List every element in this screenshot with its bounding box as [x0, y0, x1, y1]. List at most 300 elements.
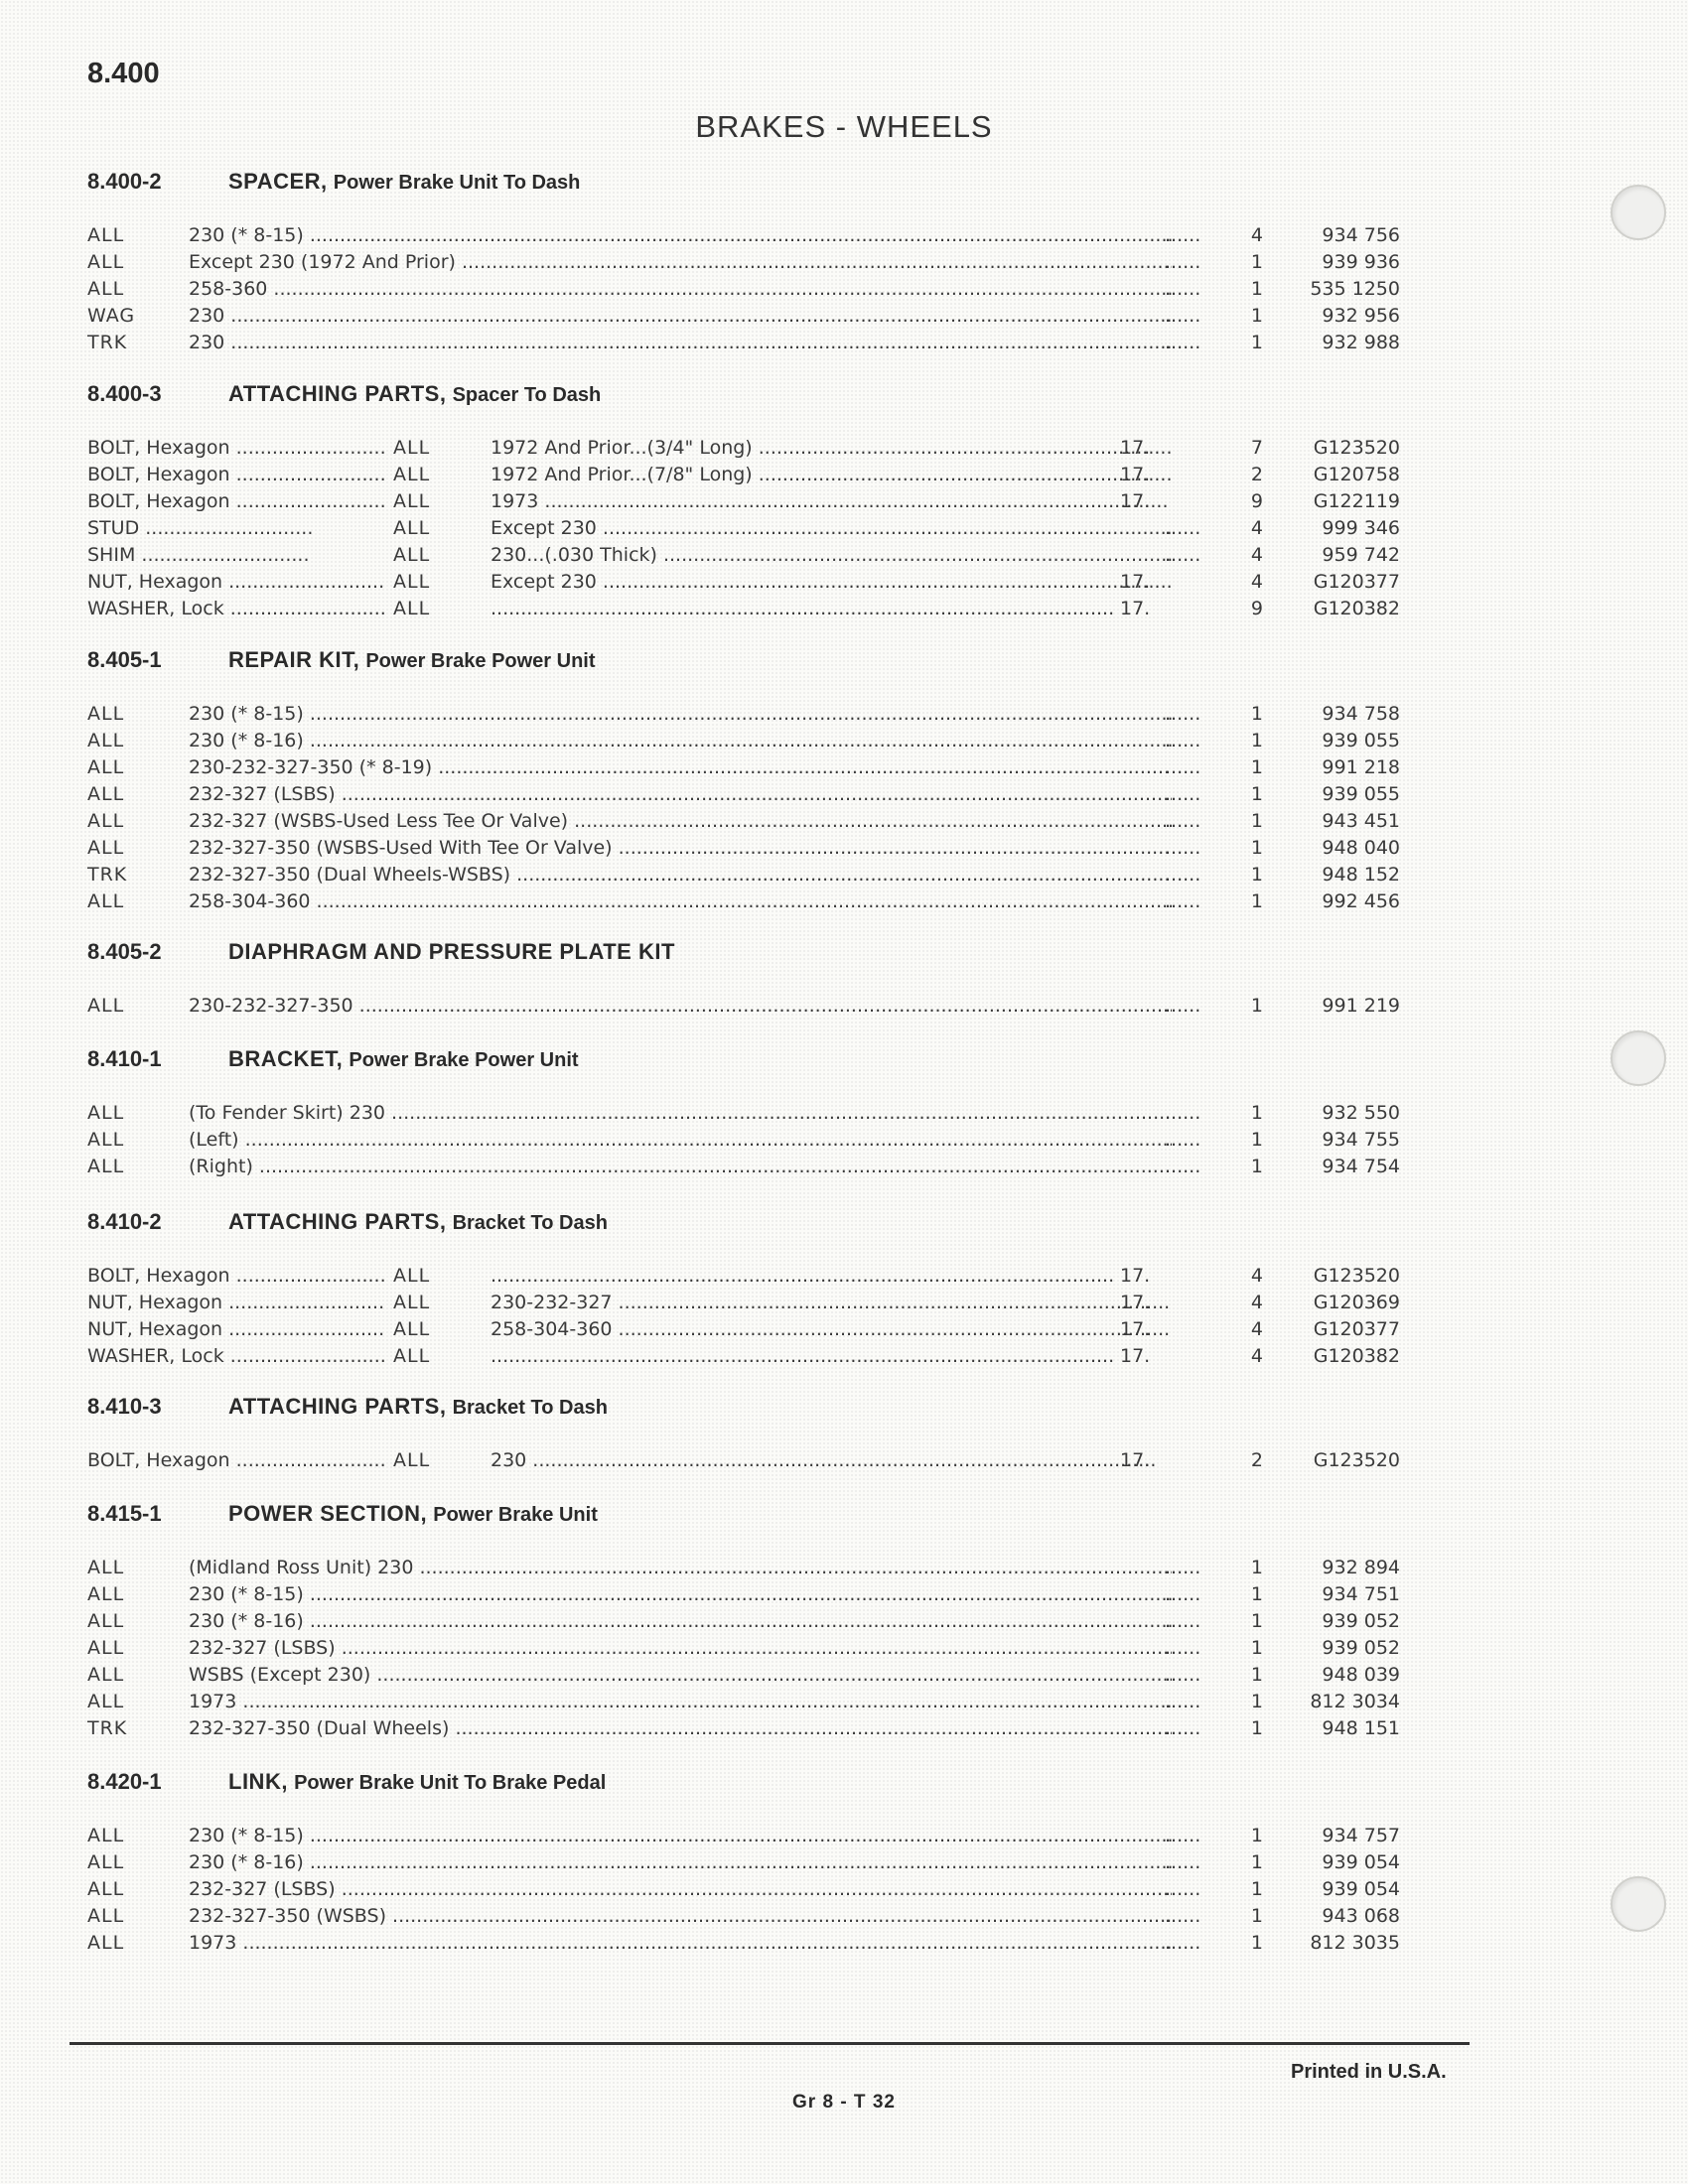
- table-row: [87, 1851, 1557, 1878]
- group-dots: ......: [1165, 1557, 1201, 1578]
- parts-rows: [87, 437, 1557, 624]
- part-number: 991 218: [1322, 756, 1400, 778]
- parts-rows: [87, 1825, 1557, 1959]
- part-description: Except 230 .....: [491, 517, 1172, 539]
- table-row: [87, 437, 1557, 464]
- table-row: [87, 995, 1557, 1022]
- part-description: 230 (* 8-16) .....: [189, 1610, 1172, 1632]
- binder-hole-bottom: [1611, 1876, 1666, 1932]
- quantity: 2: [1250, 1449, 1263, 1471]
- section-code: 8.410-2: [87, 1209, 162, 1234]
- group-dots: ......: [1165, 890, 1201, 912]
- table-row: [87, 783, 1557, 810]
- group-dots: ......: [1165, 1637, 1201, 1659]
- model-code: TRK: [87, 864, 128, 886]
- part-number: G120377: [1313, 571, 1400, 593]
- part-number: 934 751: [1322, 1583, 1400, 1605]
- part-number: 943 068: [1322, 1905, 1400, 1927]
- part-number: 948 151: [1322, 1717, 1400, 1739]
- table-row: [87, 1825, 1557, 1851]
- table-row: [87, 1664, 1557, 1691]
- part-number: 934 756: [1322, 224, 1400, 246]
- part-description: 232-327-350 (Dual Wheels-WSBS) .....: [189, 864, 1172, 886]
- model-code: ALL: [87, 1878, 125, 1900]
- model-code: ALL: [393, 1318, 431, 1340]
- group-dots: ......: [1165, 1129, 1201, 1151]
- part-description: Except 230 (1972 And Prior) .....: [189, 251, 1172, 273]
- table-row: [87, 517, 1557, 544]
- section-heading: [87, 647, 1557, 689]
- printed-in-label: Printed in U.S.A.: [1291, 2061, 1447, 2083]
- table-row: [87, 1610, 1557, 1637]
- section-8-410-1: [87, 1046, 1557, 1182]
- table-row: [87, 1637, 1557, 1664]
- model-code: ALL: [87, 837, 125, 859]
- model-code: ALL: [87, 995, 125, 1017]
- table-row: [87, 810, 1557, 837]
- section-subtitle: Bracket To Dash: [452, 1397, 608, 1419]
- group-dots: ......: [1165, 756, 1201, 778]
- group-dots: ......: [1165, 1905, 1201, 1927]
- table-row: [87, 1156, 1557, 1182]
- group-dots: ......: [1165, 1102, 1201, 1124]
- quantity: 1: [1250, 1102, 1263, 1124]
- model-code: ALL: [87, 1557, 125, 1578]
- part-number: 934 755: [1322, 1129, 1400, 1151]
- part-description: 258-360 .....: [189, 278, 1172, 300]
- group-ref: 17.: [1120, 464, 1151, 485]
- model-code: ALL: [393, 1449, 431, 1471]
- group-dots: ......: [1165, 1717, 1201, 1739]
- part-name: BOLT, Hexagon .....: [87, 464, 385, 485]
- quantity: 1: [1250, 756, 1263, 778]
- quantity: 1: [1250, 730, 1263, 751]
- model-code: ALL: [87, 730, 125, 751]
- parts-rows: [87, 224, 1557, 358]
- model-code: ALL: [393, 571, 431, 593]
- table-row: [87, 756, 1557, 783]
- section-subtitle: Power Brake Power Unit: [349, 1049, 579, 1071]
- part-number: G120382: [1313, 1345, 1400, 1367]
- parts-rows: [87, 703, 1557, 917]
- table-row: [87, 1102, 1557, 1129]
- part-number: G120758: [1313, 464, 1400, 485]
- part-description: 230 (* 8-15) .....: [189, 703, 1172, 725]
- part-number: 812 3035: [1310, 1932, 1400, 1954]
- group-dots: ......: [1165, 224, 1201, 246]
- section-title: POWER SECTION,: [228, 1501, 428, 1526]
- group-dots: ......: [1165, 995, 1201, 1017]
- part-number: 943 451: [1322, 810, 1400, 832]
- part-description: 230...(.030 Thick) .....: [491, 544, 1172, 566]
- part-description: 230 (* 8-16) .....: [189, 730, 1172, 751]
- part-number: 939 055: [1322, 783, 1400, 805]
- part-name: STUD .....: [87, 517, 385, 539]
- group-dots: ......: [1165, 332, 1201, 353]
- table-row: [87, 730, 1557, 756]
- quantity: 1: [1250, 251, 1263, 273]
- part-number: 939 054: [1322, 1878, 1400, 1900]
- quantity: 4: [1250, 1265, 1263, 1287]
- group-dots: ......: [1165, 544, 1201, 566]
- group-dots: ......: [1165, 810, 1201, 832]
- part-name: BOLT, Hexagon .....: [87, 1449, 385, 1471]
- table-row: [87, 890, 1557, 917]
- binder-hole-top: [1611, 185, 1666, 240]
- section-8-410-3: [87, 1394, 1557, 1476]
- quantity: 2: [1250, 464, 1263, 485]
- part-description: 1973 .....: [491, 490, 1172, 512]
- section-heading: [87, 1769, 1557, 1811]
- footer-reference: Gr 8 - T 32: [792, 2092, 896, 2113]
- quantity: 4: [1250, 544, 1263, 566]
- group-ref: 17.: [1120, 490, 1151, 512]
- section-heading: [87, 939, 1557, 981]
- group-dots: ......: [1165, 1610, 1201, 1632]
- quantity: 4: [1250, 517, 1263, 539]
- part-description: (To Fender Skirt) 230 .....: [189, 1102, 1172, 1124]
- part-number: 999 346: [1322, 517, 1400, 539]
- part-name: WASHER, Lock .....: [87, 1345, 385, 1367]
- table-row: [87, 1905, 1557, 1932]
- group-dots: ......: [1165, 305, 1201, 327]
- part-description: 230-232-327 .....: [491, 1292, 1172, 1313]
- group-dots: ......: [1165, 251, 1201, 273]
- part-description: 1973 .....: [189, 1932, 1172, 1954]
- quantity: 1: [1250, 1878, 1263, 1900]
- part-number: G123520: [1313, 437, 1400, 459]
- table-row: [87, 332, 1557, 358]
- quantity: 4: [1250, 571, 1263, 593]
- group-ref: 17.: [1120, 1292, 1151, 1313]
- table-row: [87, 1878, 1557, 1905]
- parts-rows: [87, 1102, 1557, 1182]
- part-description: 1972 And Prior...(3/4" Long) .....: [491, 437, 1172, 459]
- model-code: ALL: [87, 1851, 125, 1873]
- quantity: 1: [1250, 1557, 1263, 1578]
- section-subtitle: Power Brake Unit To Brake Pedal: [294, 1772, 607, 1794]
- part-description: 230 (* 8-15) .....: [189, 224, 1172, 246]
- table-row: [87, 1292, 1557, 1318]
- quantity: 1: [1250, 1825, 1263, 1846]
- section-heading: [87, 381, 1557, 423]
- table-row: [87, 864, 1557, 890]
- part-number: G120382: [1313, 598, 1400, 619]
- part-number: 932 988: [1322, 332, 1400, 353]
- group-ref: 17.: [1120, 1265, 1151, 1287]
- part-description: 232-327 (LSBS) .....: [189, 783, 1172, 805]
- model-code: ALL: [87, 1664, 125, 1686]
- model-code: ALL: [87, 1905, 125, 1927]
- part-number: 535 1250: [1310, 278, 1400, 300]
- table-row: [87, 703, 1557, 730]
- quantity: 4: [1250, 224, 1263, 246]
- quantity: 1: [1250, 1717, 1263, 1739]
- quantity: 1: [1250, 1905, 1263, 1927]
- part-name: SHIM .....: [87, 544, 385, 566]
- section-code: 8.405-2: [87, 939, 162, 964]
- model-code: ALL: [87, 251, 125, 273]
- section-code: 8.400-2: [87, 169, 162, 194]
- binder-hole-middle: [1611, 1030, 1666, 1086]
- part-number: 992 456: [1322, 890, 1400, 912]
- part-number: 991 219: [1322, 995, 1400, 1017]
- part-number: 939 936: [1322, 251, 1400, 273]
- section-title: LINK,: [228, 1769, 288, 1794]
- table-row: [87, 1449, 1557, 1476]
- table-row: [87, 837, 1557, 864]
- quantity: 1: [1250, 1129, 1263, 1151]
- section-heading: [87, 1501, 1557, 1543]
- section-title: ATTACHING PARTS,: [228, 381, 447, 406]
- quantity: 1: [1250, 890, 1263, 912]
- group-ref: 17.: [1120, 571, 1151, 593]
- section-8-405-2: [87, 939, 1557, 1022]
- part-name: NUT, Hexagon .....: [87, 1318, 385, 1340]
- section-title: REPAIR KIT,: [228, 647, 360, 672]
- part-description: 1972 And Prior...(7/8" Long) .....: [491, 464, 1172, 485]
- part-number: 934 758: [1322, 703, 1400, 725]
- model-code: ALL: [87, 224, 125, 246]
- quantity: 1: [1250, 703, 1263, 725]
- section-heading: [87, 169, 1557, 210]
- model-code: ALL: [393, 490, 431, 512]
- group-dots: ......: [1165, 783, 1201, 805]
- section-subtitle: Spacer To Dash: [452, 384, 602, 406]
- part-number: 948 040: [1322, 837, 1400, 859]
- part-description: [491, 1345, 1172, 1367]
- model-code: ALL: [87, 1129, 125, 1151]
- group-dots: ......: [1165, 1825, 1201, 1846]
- part-description: 232-327-350 (WSBS) .....: [189, 1905, 1172, 1927]
- part-number: 939 054: [1322, 1851, 1400, 1873]
- quantity: 4: [1250, 1345, 1263, 1367]
- table-row: [87, 1717, 1557, 1744]
- section-8-405-1: [87, 647, 1557, 917]
- section-subtitle: Power Brake Unit To Dash: [333, 172, 581, 194]
- group-dots: ......: [1165, 278, 1201, 300]
- table-row: [87, 278, 1557, 305]
- part-number: 939 055: [1322, 730, 1400, 751]
- section-8-410-2: [87, 1209, 1557, 1372]
- group-ref: 17.: [1120, 1449, 1151, 1471]
- model-code: ALL: [393, 1292, 431, 1313]
- part-number: G123520: [1313, 1449, 1400, 1471]
- part-description: 230 (* 8-15) .....: [189, 1583, 1172, 1605]
- part-number: 932 894: [1322, 1557, 1400, 1578]
- quantity: 9: [1250, 490, 1263, 512]
- model-code: TRK: [87, 1717, 128, 1739]
- quantity: 1: [1250, 837, 1263, 859]
- model-code: ALL: [393, 1265, 431, 1287]
- group-dots: ......: [1165, 1664, 1201, 1686]
- part-number: 939 052: [1322, 1610, 1400, 1632]
- model-code: TRK: [87, 332, 128, 353]
- section-code: 8.420-1: [87, 1769, 162, 1794]
- table-row: [87, 1932, 1557, 1959]
- part-description: 232-327-350 (WSBS-Used With Tee Or Valve) .....: [189, 837, 1172, 859]
- part-description: 230-232-327-350 (* 8-19) .....: [189, 756, 1172, 778]
- part-description: 230 .....: [189, 305, 1172, 327]
- part-description: 230 (* 8-16) .....: [189, 1851, 1172, 1873]
- part-description: 258-304-360 .....: [491, 1318, 1172, 1340]
- section-8-400-3: [87, 381, 1557, 624]
- group-ref: 17.: [1120, 1318, 1151, 1340]
- part-number: G122119: [1313, 490, 1400, 512]
- model-code: ALL: [393, 1345, 431, 1367]
- part-name: NUT, Hexagon .....: [87, 1292, 385, 1313]
- part-description: (Right) .....: [189, 1156, 1172, 1177]
- part-name: BOLT, Hexagon .....: [87, 490, 385, 512]
- part-description: [491, 1265, 1172, 1287]
- table-row: [87, 1129, 1557, 1156]
- quantity: 1: [1250, 305, 1263, 327]
- table-row: [87, 598, 1557, 624]
- quantity: 1: [1250, 1156, 1263, 1177]
- group-dots: ......: [1165, 1583, 1201, 1605]
- part-name: WASHER, Lock .....: [87, 598, 385, 619]
- table-row: [87, 571, 1557, 598]
- part-description: 258-304-360 .....: [189, 890, 1172, 912]
- section-heading: [87, 1046, 1557, 1088]
- quantity: 1: [1250, 783, 1263, 805]
- model-code: ALL: [87, 1825, 125, 1846]
- part-number: 959 742: [1322, 544, 1400, 566]
- group-dots: ......: [1165, 730, 1201, 751]
- parts-rows: [87, 1557, 1557, 1744]
- section-subtitle: Power Brake Unit: [433, 1504, 598, 1526]
- model-code: ALL: [87, 703, 125, 725]
- table-row: [87, 1557, 1557, 1583]
- model-code: ALL: [393, 544, 431, 566]
- part-number: 932 956: [1322, 305, 1400, 327]
- table-row: [87, 464, 1557, 490]
- group-dots: ......: [1165, 1932, 1201, 1954]
- section-code: 8.410-3: [87, 1394, 162, 1419]
- model-code: ALL: [87, 1637, 125, 1659]
- model-code: ALL: [87, 1610, 125, 1632]
- part-description: 230 .....: [189, 332, 1172, 353]
- footer-rule: [70, 2042, 1470, 2045]
- part-description: 232-327-350 (Dual Wheels) .....: [189, 1717, 1172, 1739]
- table-row: [87, 251, 1557, 278]
- model-code: WAG: [87, 305, 136, 327]
- parts-rows: [87, 995, 1557, 1022]
- group-dots: ......: [1165, 1691, 1201, 1712]
- part-number: 948 152: [1322, 864, 1400, 886]
- table-row: [87, 1691, 1557, 1717]
- quantity: 1: [1250, 278, 1263, 300]
- table-row: [87, 224, 1557, 251]
- table-row: [87, 544, 1557, 571]
- model-code: ALL: [87, 756, 125, 778]
- group-dots: ......: [1165, 1851, 1201, 1873]
- section-8-420-1: [87, 1769, 1557, 1959]
- part-name: BOLT, Hexagon .....: [87, 437, 385, 459]
- model-code: ALL: [393, 437, 431, 459]
- section-title: ATTACHING PARTS,: [228, 1209, 447, 1234]
- section-heading: [87, 1394, 1557, 1435]
- group-dots: ......: [1165, 703, 1201, 725]
- section-title: BRACKET,: [228, 1046, 344, 1071]
- quantity: 4: [1250, 1292, 1263, 1313]
- part-number: G120369: [1313, 1292, 1400, 1313]
- quantity: 1: [1250, 864, 1263, 886]
- parts-rows: [87, 1265, 1557, 1372]
- group-dots: ......: [1165, 837, 1201, 859]
- section-subtitle: Bracket To Dash: [452, 1212, 608, 1234]
- model-code: ALL: [87, 278, 125, 300]
- part-description: 232-327 (WSBS-Used Less Tee Or Valve) .....: [189, 810, 1172, 832]
- quantity: 1: [1250, 995, 1263, 1017]
- page-title: BRAKES - WHEELS: [695, 109, 993, 144]
- part-number: 934 757: [1322, 1825, 1400, 1846]
- model-code: ALL: [87, 1932, 125, 1954]
- parts-rows: [87, 1449, 1557, 1476]
- table-row: [87, 1265, 1557, 1292]
- group-dots: ......: [1165, 1156, 1201, 1177]
- part-number: 934 754: [1322, 1156, 1400, 1177]
- section-code: 8.400-3: [87, 381, 162, 406]
- model-code: ALL: [87, 783, 125, 805]
- quantity: 1: [1250, 810, 1263, 832]
- section-code: 8.405-1: [87, 647, 162, 672]
- part-description: 1973 .....: [189, 1691, 1172, 1712]
- part-description: 232-327 (LSBS) .....: [189, 1637, 1172, 1659]
- part-description: (Midland Ross Unit) 230 .....: [189, 1557, 1172, 1578]
- model-code: ALL: [87, 1156, 125, 1177]
- part-number: G120377: [1313, 1318, 1400, 1340]
- group-ref: 17.: [1120, 437, 1151, 459]
- part-name: BOLT, Hexagon .....: [87, 1265, 385, 1287]
- part-number: 948 039: [1322, 1664, 1400, 1686]
- model-code: ALL: [87, 1691, 125, 1712]
- group-dots: ......: [1165, 1878, 1201, 1900]
- section-8-415-1: [87, 1501, 1557, 1744]
- table-row: [87, 305, 1557, 332]
- table-row: [87, 1345, 1557, 1372]
- quantity: 9: [1250, 598, 1263, 619]
- part-description: 232-327 (LSBS) .....: [189, 1878, 1172, 1900]
- table-row: [87, 490, 1557, 517]
- quantity: 1: [1250, 1637, 1263, 1659]
- part-number: 939 052: [1322, 1637, 1400, 1659]
- section-title: SPACER,: [228, 169, 328, 194]
- quantity: 1: [1250, 1664, 1263, 1686]
- section-title: DIAPHRAGM AND PRESSURE PLATE KIT: [228, 939, 675, 964]
- group-ref: 17.: [1120, 1345, 1151, 1367]
- quantity: 1: [1250, 1610, 1263, 1632]
- quantity: 7: [1250, 437, 1263, 459]
- model-code: ALL: [87, 1583, 125, 1605]
- group-dots: ......: [1165, 864, 1201, 886]
- model-code: ALL: [87, 1102, 125, 1124]
- section-code: 8.415-1: [87, 1501, 162, 1526]
- section-8-400-2: [87, 169, 1557, 358]
- model-code: ALL: [393, 517, 431, 539]
- group-dots: ......: [1165, 517, 1201, 539]
- quantity: 1: [1250, 1851, 1263, 1873]
- page-number: 8.400: [87, 58, 160, 89]
- section-code: 8.410-1: [87, 1046, 162, 1071]
- model-code: ALL: [393, 464, 431, 485]
- section-title: ATTACHING PARTS,: [228, 1394, 447, 1419]
- part-description: [491, 598, 1172, 619]
- quantity: 1: [1250, 332, 1263, 353]
- model-code: ALL: [87, 810, 125, 832]
- model-code: ALL: [87, 890, 125, 912]
- quantity: 1: [1250, 1932, 1263, 1954]
